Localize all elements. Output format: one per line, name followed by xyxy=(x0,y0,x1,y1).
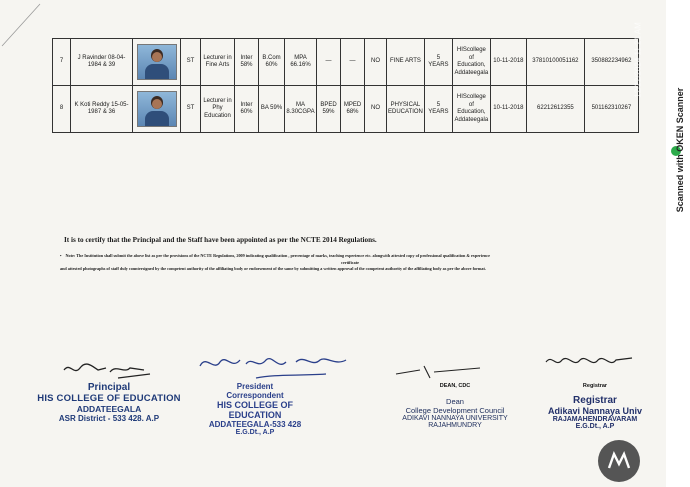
principal-district: ASR District - 533 428. A.P xyxy=(58,414,160,423)
staff-table xyxy=(52,38,639,133)
degree-marks: B.Com 60% xyxy=(259,39,285,86)
aadhaar-number: 501162310267 xyxy=(584,86,638,133)
correspondent-role: Correspondent xyxy=(226,391,284,400)
designation: Lecturer in Fine Arts xyxy=(201,39,235,86)
bed-marks: BPED 59% xyxy=(317,86,341,133)
college: HIScollege of Education, Addateegala xyxy=(452,86,490,133)
serial-no: 7 xyxy=(53,39,71,86)
correspondent-college: HIS COLLEGE OF EDUCATION xyxy=(216,400,293,420)
table-row xyxy=(53,39,639,86)
college: HIScollege of Education, Addateegala xyxy=(452,39,490,86)
principal-label: Principal xyxy=(87,382,131,393)
note-line-2: certificate xyxy=(341,259,359,265)
dean-signature xyxy=(390,360,490,382)
registrar-district: E.G.Dt., A.P xyxy=(575,423,615,430)
dean-city: RAJAHMUNDRY xyxy=(428,422,482,429)
net-status: NO xyxy=(365,39,387,86)
folded-corner-mark xyxy=(0,0,48,48)
category: ST xyxy=(181,39,201,86)
inter-marks: Inter 60% xyxy=(235,86,259,133)
staff-photo xyxy=(133,86,181,133)
name-dob: K Koti Reddy 15-05-1987 & 36 xyxy=(71,86,133,133)
scanner-watermark-bar xyxy=(666,0,690,487)
account-number: 62212612355 xyxy=(526,86,584,133)
correspondent-district: E.G.Dt., A.P xyxy=(235,429,275,436)
dean-stamp xyxy=(380,383,530,429)
principal-place: ADDATEEGALA xyxy=(76,404,142,414)
registrar-city: RAJAMAHENDRAVARAM xyxy=(552,416,638,423)
subject: PHYSICAL EDUCATION xyxy=(387,86,425,133)
note-bullet: • xyxy=(60,253,62,258)
name-dob: J Ravinder 08-04-1984 & 39 xyxy=(71,39,133,86)
note-line-3: and attested photographs of staff duly countersigned by the competent authority of the affiliating body or endorsement of the same by submitting a written approval of the competent authority of the affiliating body as per the above format. xyxy=(60,266,486,272)
registrar-role: Registrar xyxy=(573,395,617,406)
correspondent-place: ADDATEEGALA-533 428 xyxy=(208,420,302,429)
dean-dept: College Development Council xyxy=(405,406,505,415)
staff-photo xyxy=(133,39,181,86)
president-label: President xyxy=(236,382,274,391)
principal-college: HIS COLLEGE OF EDUCATION xyxy=(37,393,181,404)
dean-label: DEAN, CDC xyxy=(439,383,471,389)
registrar-signature xyxy=(540,348,640,376)
dean-role: Dean xyxy=(446,397,464,406)
appointment-date: 10-11-2018 xyxy=(490,39,526,86)
dean-university: ADIKAVI NANNAYA UNIVERSITY xyxy=(402,415,508,422)
appointment-date: 10-11-2018 xyxy=(490,86,526,133)
category: ST xyxy=(181,86,201,133)
aadhaar-number: 350882234962 xyxy=(584,39,638,86)
scanner-logo-icon xyxy=(598,440,640,482)
net-status: NO xyxy=(365,86,387,133)
scanner-label: Scanned with OKEN Scanner xyxy=(675,87,685,213)
registrar-university: Adikavi Nannaya Univ xyxy=(547,406,643,416)
designation: Lecturer in Phy Education xyxy=(201,86,235,133)
account-number: 37810100051162 xyxy=(526,39,584,86)
bed-marks: — xyxy=(317,39,341,86)
table-row xyxy=(53,86,639,133)
note-paragraph xyxy=(60,253,640,273)
scan-timestamp: 12/22/2024 11:21 AM xyxy=(633,22,643,98)
pg-marks: MPA 66.16% xyxy=(285,39,317,86)
experience: 5 YEARS xyxy=(424,86,452,133)
experience: 5 YEARS xyxy=(424,39,452,86)
certification-statement: It is to certify that the Principal and the Staff have been appointed as per the NCTE 2014 Regulations. xyxy=(64,236,377,244)
degree-marks: BA 59% xyxy=(259,86,285,133)
principal-stamp xyxy=(34,382,184,423)
registrar-label: Registrar xyxy=(582,383,608,389)
subject: FINE ARTS xyxy=(387,39,425,86)
pg-marks: MA 8.30CGPA xyxy=(285,86,317,133)
registrar-stamp xyxy=(530,383,660,430)
serial-no: 8 xyxy=(53,86,71,133)
correspondent-stamp xyxy=(190,382,320,436)
med-marks: MPED 68% xyxy=(341,86,365,133)
inter-marks: Inter 58% xyxy=(235,39,259,86)
med-marks: — xyxy=(341,39,365,86)
note-line-1: Note: The Institution shall submit the above list as per the provisions of the NCTE Regulations, 2009 indicating qualification , percentage of marks, teaching experience etc. alongwith attested copy of professional qualification & experience xyxy=(65,253,490,258)
